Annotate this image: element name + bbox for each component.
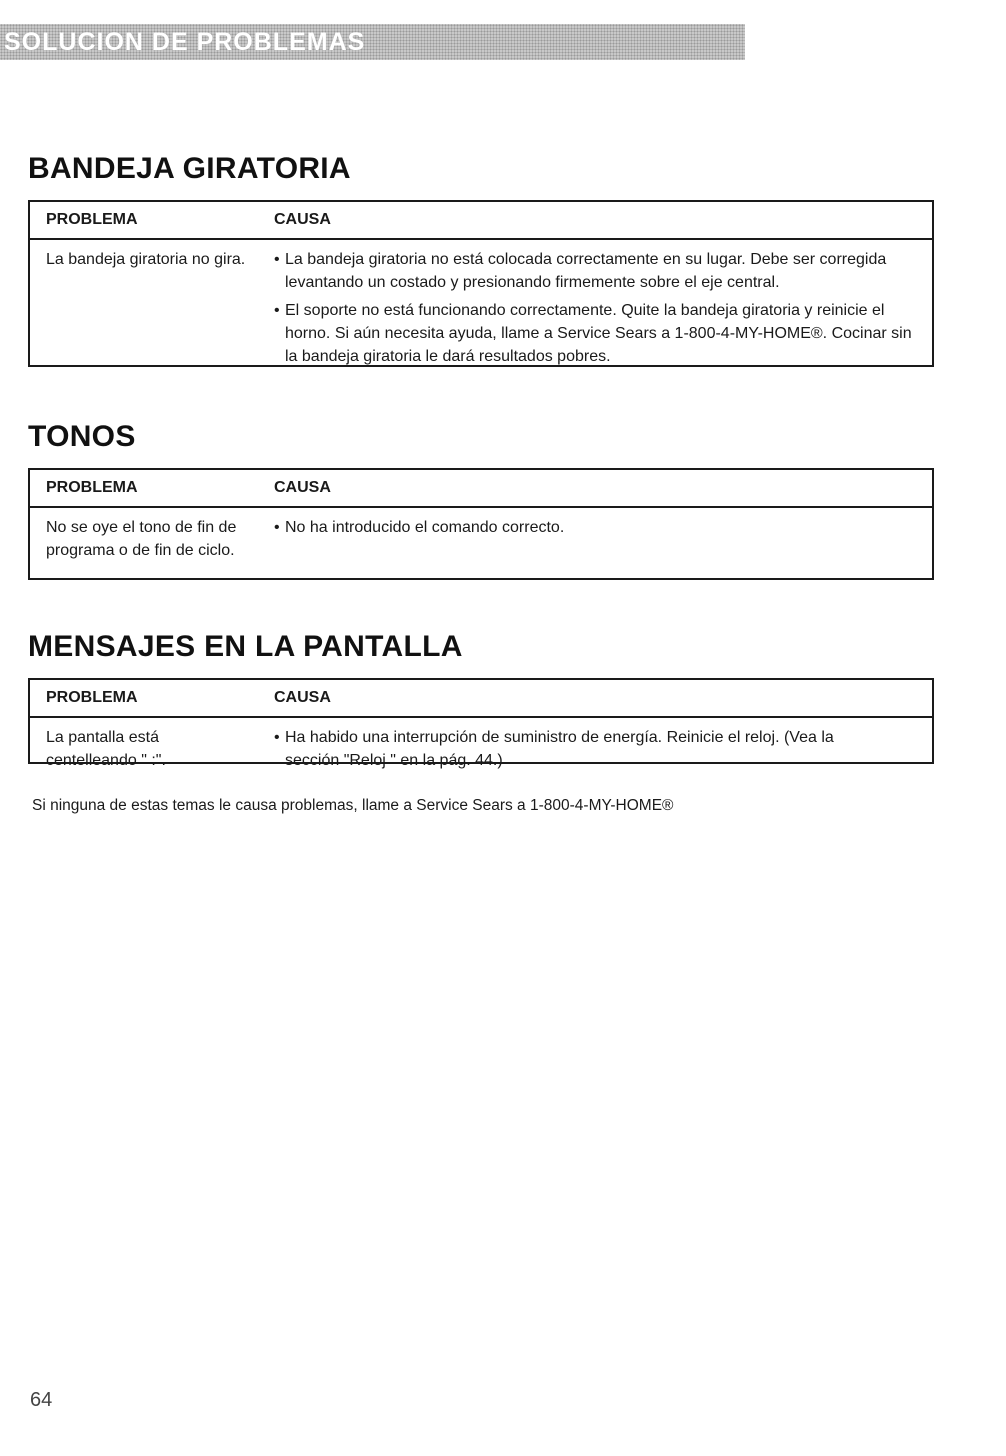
header-problem: PROBLEMA xyxy=(46,689,138,706)
table-row xyxy=(30,240,932,373)
bullet: • xyxy=(274,519,280,536)
header-problem: PROBLEMA xyxy=(46,479,138,496)
table-header xyxy=(30,470,932,508)
header-cause: CAUSA xyxy=(274,211,331,228)
troubleshooting-table xyxy=(28,200,934,367)
cause-cell xyxy=(274,516,932,562)
table-header xyxy=(30,202,932,240)
bullet: • xyxy=(274,302,280,319)
cause-text: No ha introducido el comando correcto. xyxy=(285,519,565,536)
problem-cell: La bandeja giratoria no gira. xyxy=(46,251,246,268)
section-tonos xyxy=(28,420,934,580)
section-bandeja-giratoria xyxy=(28,152,934,367)
cause-item xyxy=(274,516,932,539)
banner-title: SOLUCION DE PROBLEMAS xyxy=(4,28,366,56)
table-header xyxy=(30,680,932,718)
header-cause: CAUSA xyxy=(274,689,331,706)
header-problem: PROBLEMA xyxy=(46,211,138,228)
section-title: BANDEJA GIRATORIA xyxy=(28,152,351,185)
cause-text: Ha habido una interrupción de suministro de energía. Reinicie el reloj. (Vea la sección "Reloj " en la pág. 44.) xyxy=(285,729,834,769)
bullet: • xyxy=(274,251,280,268)
section-title: MENSAJES EN LA PANTALLA xyxy=(28,630,463,663)
troubleshooting-table xyxy=(28,468,934,580)
troubleshooting-table xyxy=(28,678,934,769)
footnote: Si ninguna de estas temas le causa problemas, llame a Service Sears a 1-800-4-MY-HOME® xyxy=(32,797,674,814)
bullet: • xyxy=(274,729,280,746)
cause-text: El soporte no está funcionando correctamente. Quite la bandeja giratoria y reinicie el horno. Si aún necesita ayuda, llame a Service Sears a 1-800-4-MY-HOME®. Cocinar sin la bandeja giratoria le dará resultados pobres. xyxy=(285,302,912,365)
cause-item xyxy=(274,299,922,368)
cause-cell xyxy=(274,248,932,373)
table-row xyxy=(30,508,932,562)
cause-item xyxy=(274,726,842,772)
problem-cell: No se oye el tono de fin de programa o de fin de ciclo. xyxy=(46,519,237,559)
header-cause: CAUSA xyxy=(274,479,331,496)
section-mensajes-pantalla xyxy=(28,630,934,769)
page-number: 64 xyxy=(30,1389,53,1411)
section-title: TONOS xyxy=(28,420,136,453)
cause-cell xyxy=(274,726,932,777)
problem-cell: La pantalla está centelleando " :". xyxy=(46,729,166,769)
cause-text: La bandeja giratoria no está colocada correctamente en su lugar. Debe ser corregida levantando un costado y presionando firmemente sobre el eje central. xyxy=(285,251,887,291)
cause-item xyxy=(274,248,922,294)
table-row xyxy=(30,718,932,777)
section-banner xyxy=(0,24,745,60)
